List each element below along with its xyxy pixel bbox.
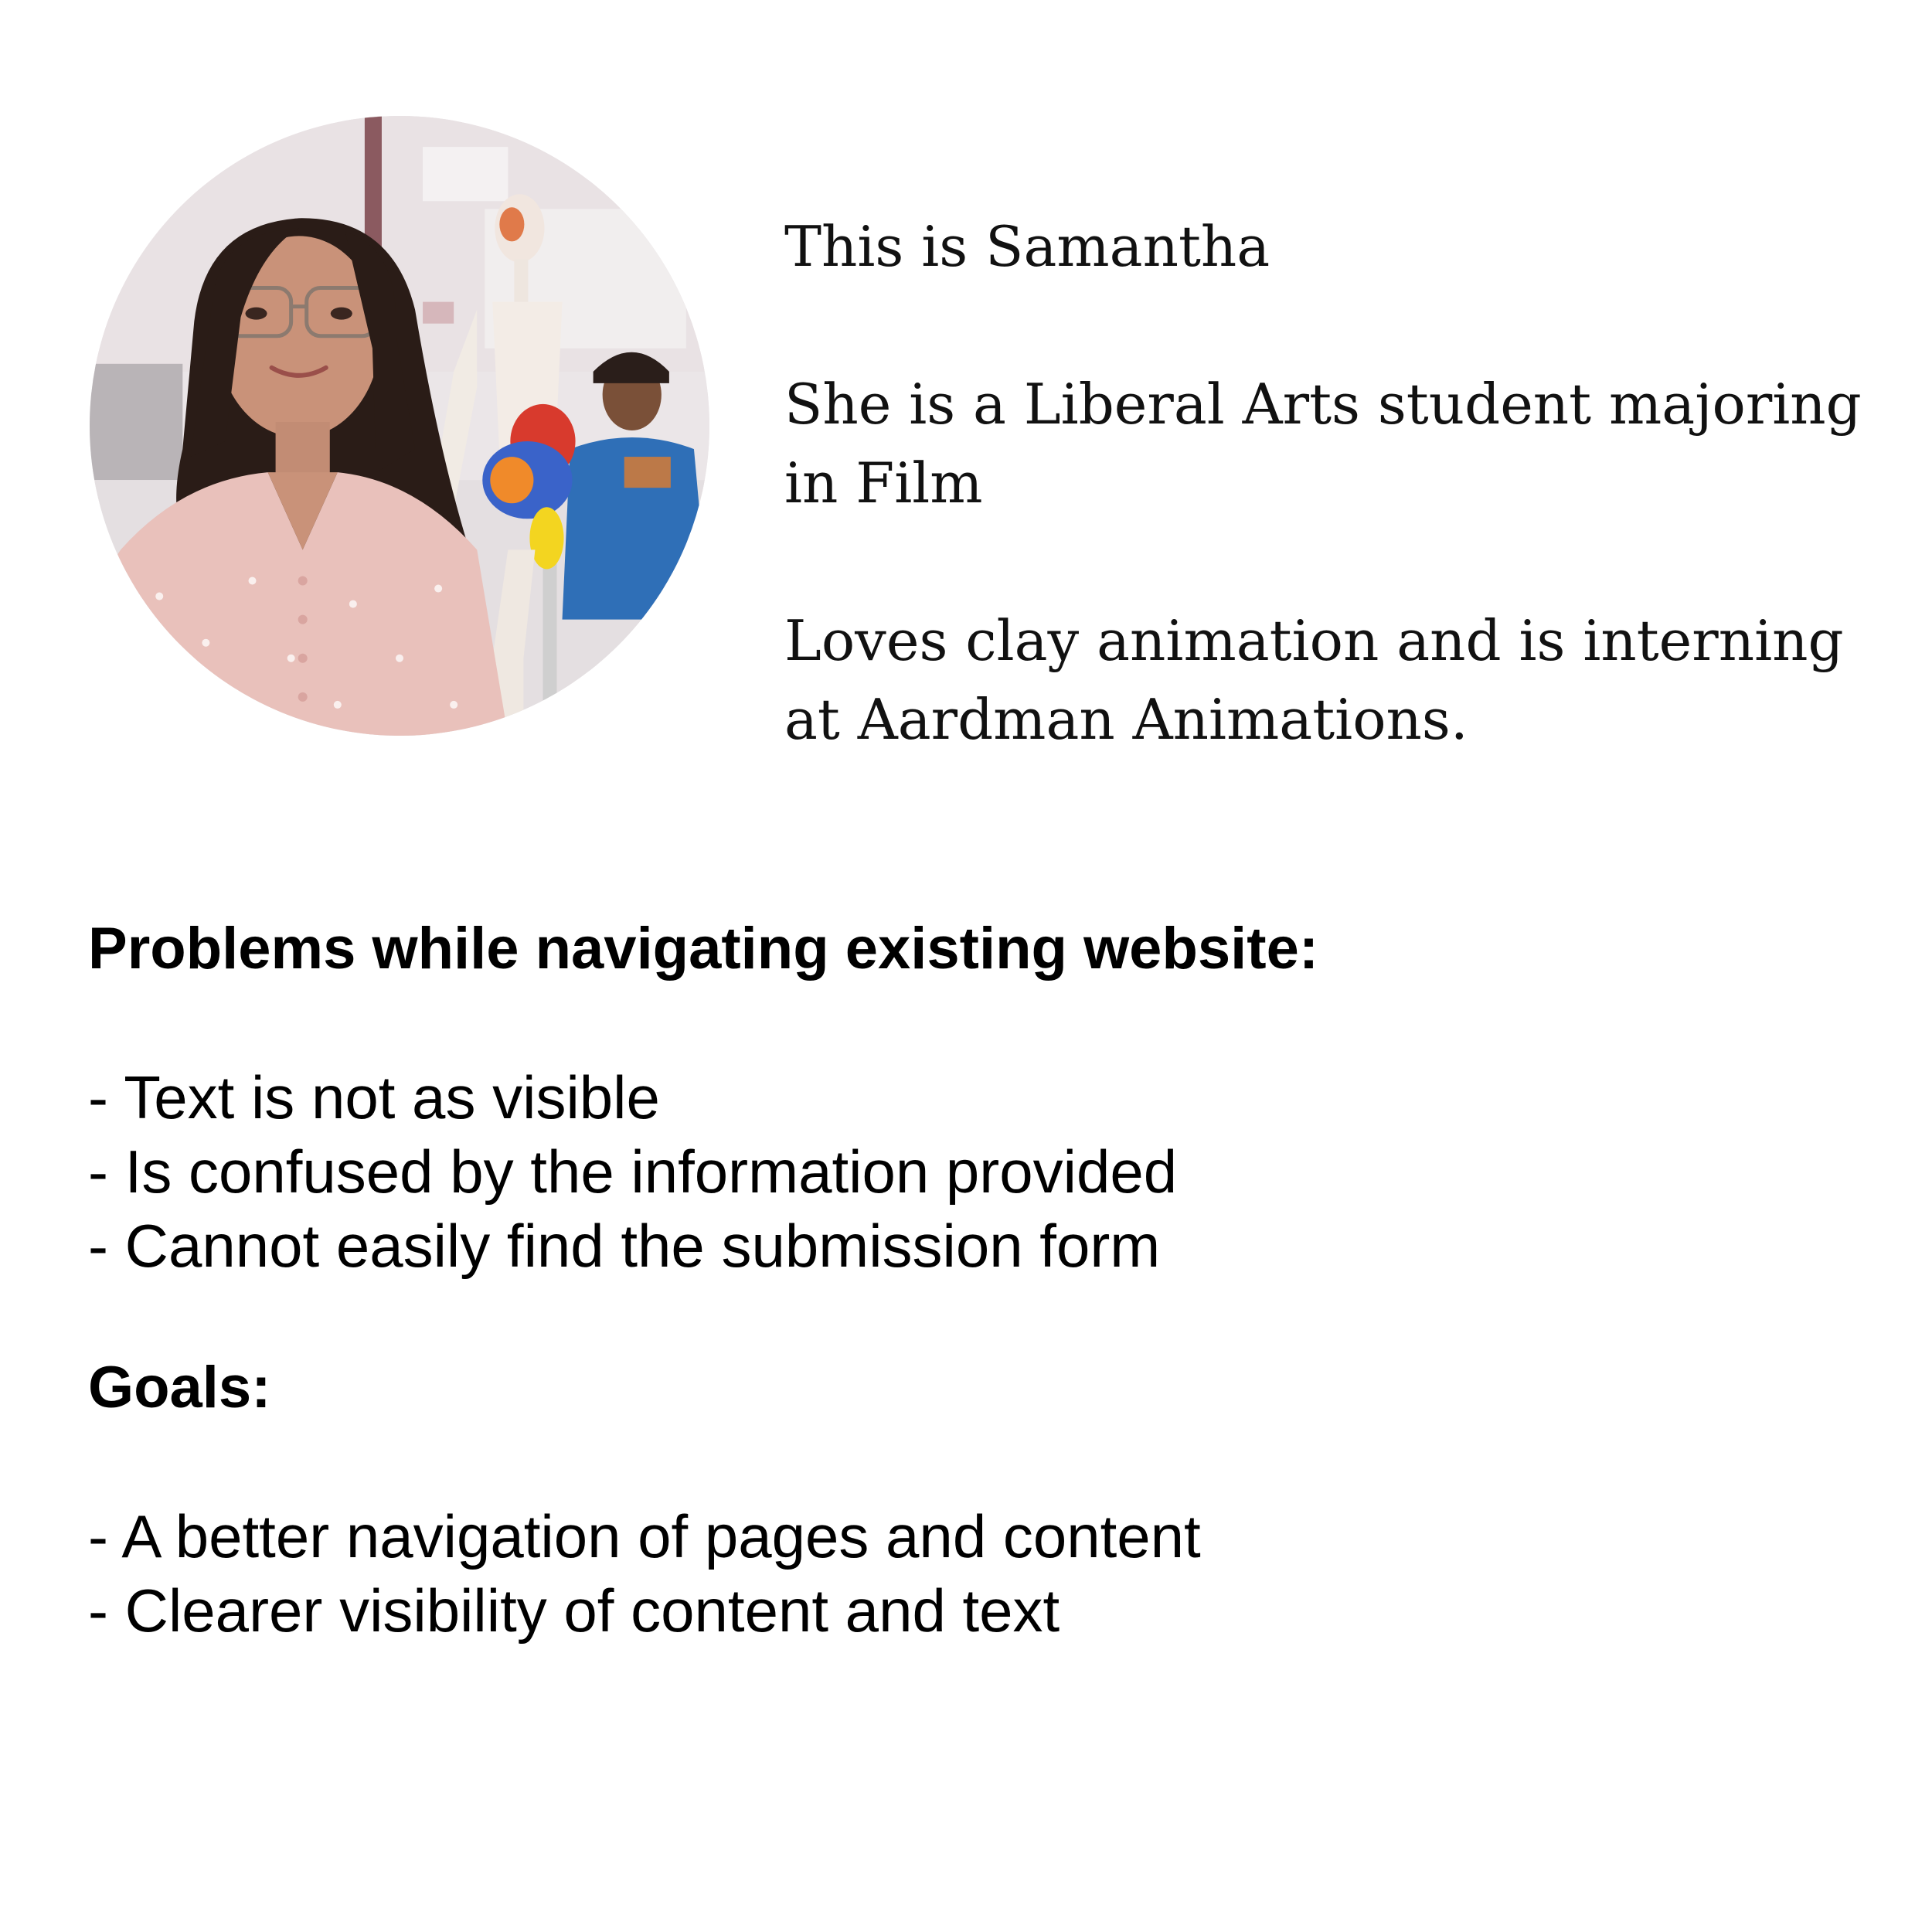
goals-list (88, 1499, 1866, 1648)
persona-study-line: She is a Liberal Arts student majoring in Film (784, 372, 1862, 515)
goals-heading: Goals: (88, 1355, 271, 1420)
persona-details (88, 912, 1866, 1648)
persona-photo (90, 116, 709, 736)
persona-interest-line: Loves clay animation and is interning at Aardman Animations. (784, 608, 1844, 752)
problem-item: - Is confused by the information provided (88, 1138, 1178, 1206)
problem-item: - Text is not as visible (88, 1063, 660, 1131)
problems-heading: Problems while navigating existing website: (88, 916, 1319, 981)
person-photo-icon (90, 116, 709, 736)
goal-item: - A better navigation of pages and content (88, 1502, 1201, 1570)
problem-item: - Cannot easily find the submission form (88, 1212, 1161, 1280)
persona-name-line: This is Samantha (784, 214, 1270, 279)
problems-list (88, 1060, 1866, 1283)
persona-intro (784, 207, 1897, 759)
goal-item: - Clearer visibility of content and text (88, 1577, 1060, 1645)
